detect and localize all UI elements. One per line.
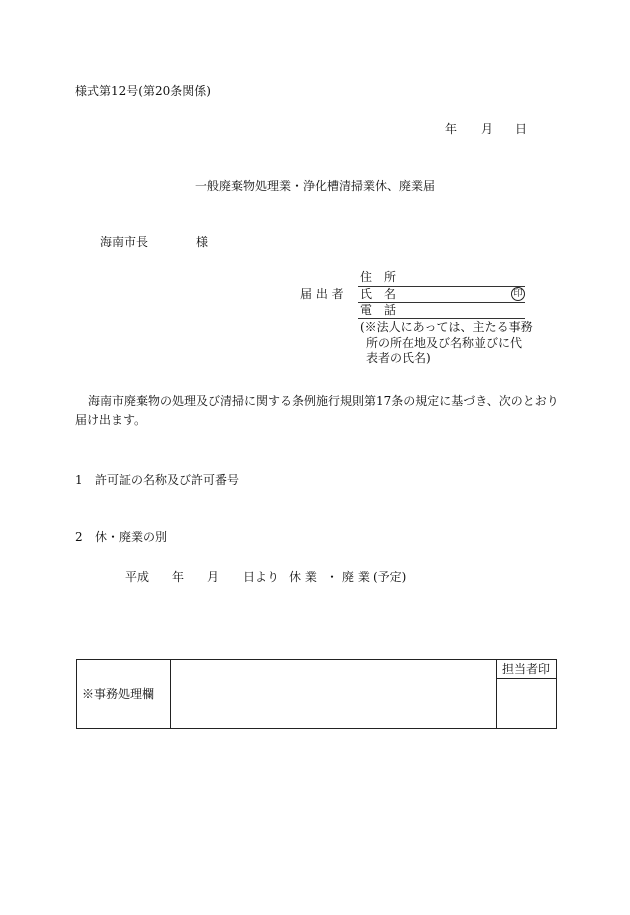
suspend-option: 休 業 (289, 570, 317, 584)
period-month-label: 月 (207, 570, 220, 584)
date-year-label: 年 (445, 122, 458, 136)
phone-label: 電 話 (360, 303, 397, 317)
office-box-divider (496, 659, 497, 729)
body-paragraph-line: 海南市廃棄物の処理及び清掃に関する条例施行規則第17条の規定に基づき、次のとおり (88, 394, 559, 408)
office-box-divider (170, 659, 171, 729)
date-month-label: 月 (481, 122, 494, 136)
address-label: 住 所 (360, 270, 397, 284)
addressee-honorific: 様 (196, 235, 209, 249)
stamp-header-line (496, 678, 557, 679)
staff-stamp-label: 担当者印 (502, 662, 551, 676)
body-paragraph-line: 届け出ます。 (75, 413, 147, 427)
document-title: 一般廃棄物処理業・浄化槽清掃業休、廃業届 (195, 179, 436, 193)
seal-mark: 印 (511, 287, 525, 301)
item-number: 2 (75, 530, 83, 544)
applicant-note-line: 表者の氏名) (366, 351, 431, 365)
form-number: 様式第12号(第20条関係) (75, 84, 211, 98)
item-label-license: 許可証の名称及び許可番号 (95, 473, 240, 487)
name-label: 氏 名 (360, 287, 397, 301)
date-day-label: 日 (515, 122, 528, 136)
abolish-option: 廃 業 (342, 570, 370, 584)
period-era: 平成 (125, 570, 150, 584)
phone-line (358, 318, 525, 319)
planned-note: (予定) (373, 570, 407, 584)
applicant-note-line: (※法人にあっては、主たる事務 (360, 320, 533, 334)
applicant-label: 届 出 者 (300, 287, 344, 301)
period-day-from-label: 日より (243, 570, 280, 584)
applicant-note-line: 所の所在地及び名称並びに代 (366, 336, 523, 350)
period-year-label: 年 (172, 570, 185, 584)
item-label-suspension-type: 休・廃業の別 (95, 530, 168, 544)
addressee-name: 海南市長 (100, 235, 149, 249)
office-use-label: ※事務処理欄 (82, 687, 155, 701)
option-separator: ・ (326, 570, 339, 584)
item-number: 1 (75, 473, 83, 487)
